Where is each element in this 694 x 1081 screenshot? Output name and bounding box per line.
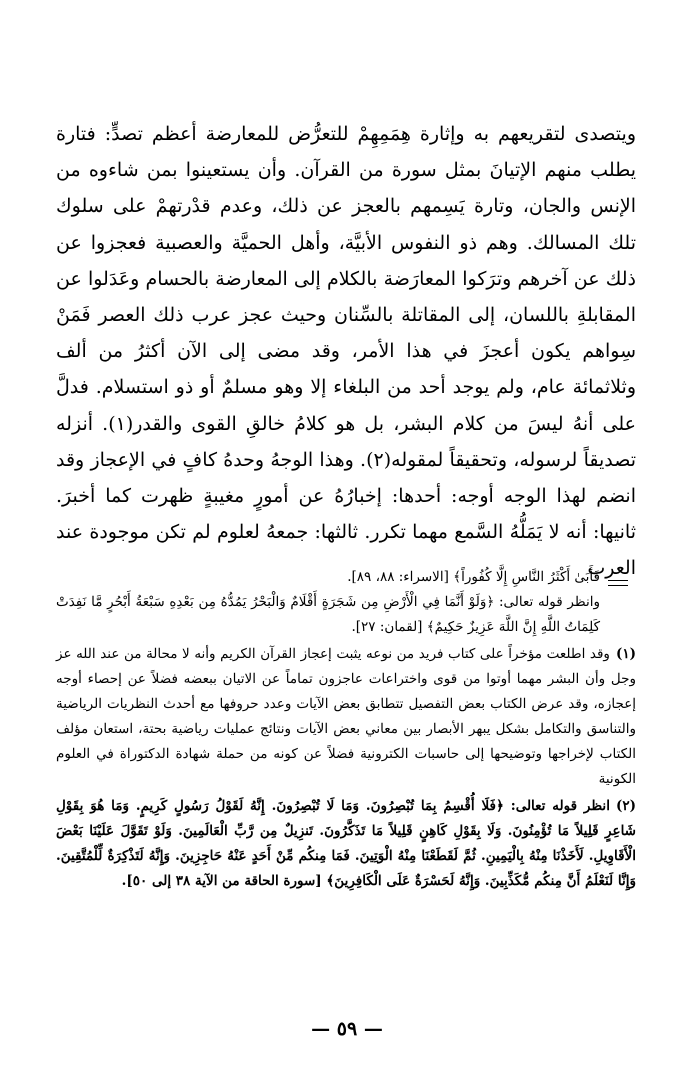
- footnote-number: (١): [615, 646, 636, 662]
- footnote-item: [56, 794, 636, 894]
- page-number: — ٥٩ —: [311, 1018, 383, 1040]
- main-paragraph: ويتصدى لتقريعهم به وإثارة هِمَمِهِمْ للتعرُّض للمعارضة أعظم تصدٍّ: فتارة يطلب منهم الإتيانَ بمثل سورة من القرآن. وأن يستعينوا بمن شاءوه من الإنس والجان، وتارة يَسِمهم بالعجز عن ذلك، وعدم قدْرتهمْ على سلوك تلك المسالك. وهم ذو النفوس الأبيَّة، وأهل الحميَّة والعصبية فعجزوا عن ذلك عن آخرهم وترَكوا المعارَضة بالكلام إلى المعارضة بالحسام وعَدَلوا عن المقابلةِ باللسان، إلى المقاتلة بالسِّنان وحيث عجز عرب ذلك العصر فَمَنْ سِواهم يكون أعجزَ في هذا الأمر، وقد مضى إلى الآن أكثرُ من ألف وثلاثمائة عام، ولم يوجد أحد من البلغاء إلا وهو مسلمٌ أو ذو استسلام. فدلَّ على أنهُ ليسَ من كلام البشر، بل هو كلامُ خالقِ القوى والقدر(١). أنزله تصديقاً لرسوله، وتحقيقاً لمقوله(٢). وهذا الوجهُ وحدهُ كافٍ في الإعجاز وقد انضم لهذا الوجه أوجه: أحدها: إخبارُهُ عن أمورٍ مغيبةٍ ظهرت كما أخبرَ. ثانيها: أنه لا يَمَلُّهُ السَّمع مهما تكرر. ثالثها: جمعهُ لعلوم لم تكن موجودة عند العرب: [56, 123, 636, 580]
- main-text-body: [56, 116, 636, 587]
- footnote-item: [56, 642, 636, 792]
- footnote-paragraph: [56, 642, 636, 792]
- footnote-continuation: فَأَبَىٰ أَكْثَرُ النَّاسِ إِلَّا كُفُوراً﴾ [الاسراء: ٨٨، ٨٩].: [347, 569, 600, 585]
- footnote-continuation: وانظر قوله تعالى: ﴿وَلَوْ أَنَّمَا فِي الْأَرْضِ مِن شَجَرَةٍ أَقْلَامٌ وَالْبَحْرُ يَمُدُّهُ مِن بَعْدِهِ سَبْعَةُ أَبْحُرٍ مَّا نَفِدَتْ كَلِمَاتُ اللَّهِ إِنَّ اللَّهَ عَزِيزٌ حَكِيمٌ﴾ [لقمان: ٢٧].: [56, 594, 600, 635]
- footnote-number: (٢): [615, 798, 636, 814]
- footnotes-section: [56, 565, 636, 894]
- footnote-text: وقد اطلعت مؤخراً على كتاب فريد من نوعه يثبت إعجاز القرآن الكريم وأنه لا محالة من عند الله عز وجل وأن البشر مهما أوتوا من قوى واختراعات عاجزون تماماً عن الاتيان ببعضه فضلاً عن إحصاء أوجه إعجازه، وقد عرض الكتاب بعض التفصيل تتطابق بعض الآيات وعدد حروفها مع أحدث النظريات الرياضية والتناسق والتكامل بشكل يبهر الأبصار بين معاني بعض الآيات ونتائج عمليات رياضية بحتة، استعان مؤلف الكتاب لإخراجها وتوضيحها إلى حاسبات الكترونية فضلاً عن كونه من حملة شهادة الدكتوراة في العلوم الكونية: [56, 646, 636, 787]
- footnote-paragraph: [56, 794, 636, 894]
- footnote-text: انظر قوله تعالى: ﴿فَلَا أُقْسِمُ بِمَا تُبْصِرُونَ. وَمَا لَا تُبْصِرُونَ. إِنَّهُ لَقَوْلُ رَسُولٍ كَرِيمٍ. وَمَا هُوَ بِقَوْلِ شَاعِرٍ قَلِيلاً مَا تُؤْمِنُونَ. وَلَا بِقَوْلِ كَاهِنٍ قَلِيلاً مَا تَذَكَّرُونَ. تَنزِيلٌ مِن رَّبِّ الْعَالَمِينَ. وَلَوْ تَقَوَّلَ عَلَيْنَا بَعْضَ الْأَقَاوِيلِ. لَأَخَذْنَا مِنْهُ بِالْيَمِينِ. ثُمَّ لَقَطَعْنَا مِنْهُ الْوَتِينَ. فَمَا مِنكُم مِّنْ أَحَدٍ عَنْهُ حَاجِزِينَ. وَإِنَّهُ لَتَذْكِرَةٌ لِّلْمُتَّقِينَ. وَإِنَّا لَنَعْلَمُ أَنَّ مِنكُم مُّكَذِّبِينَ. وَإِنَّهُ لَحَسْرَةٌ عَلَى الْكَافِرِينَ﴾ [سورة الحاقة من الآية ٣٨ إلى ٥٠].: [56, 798, 636, 889]
